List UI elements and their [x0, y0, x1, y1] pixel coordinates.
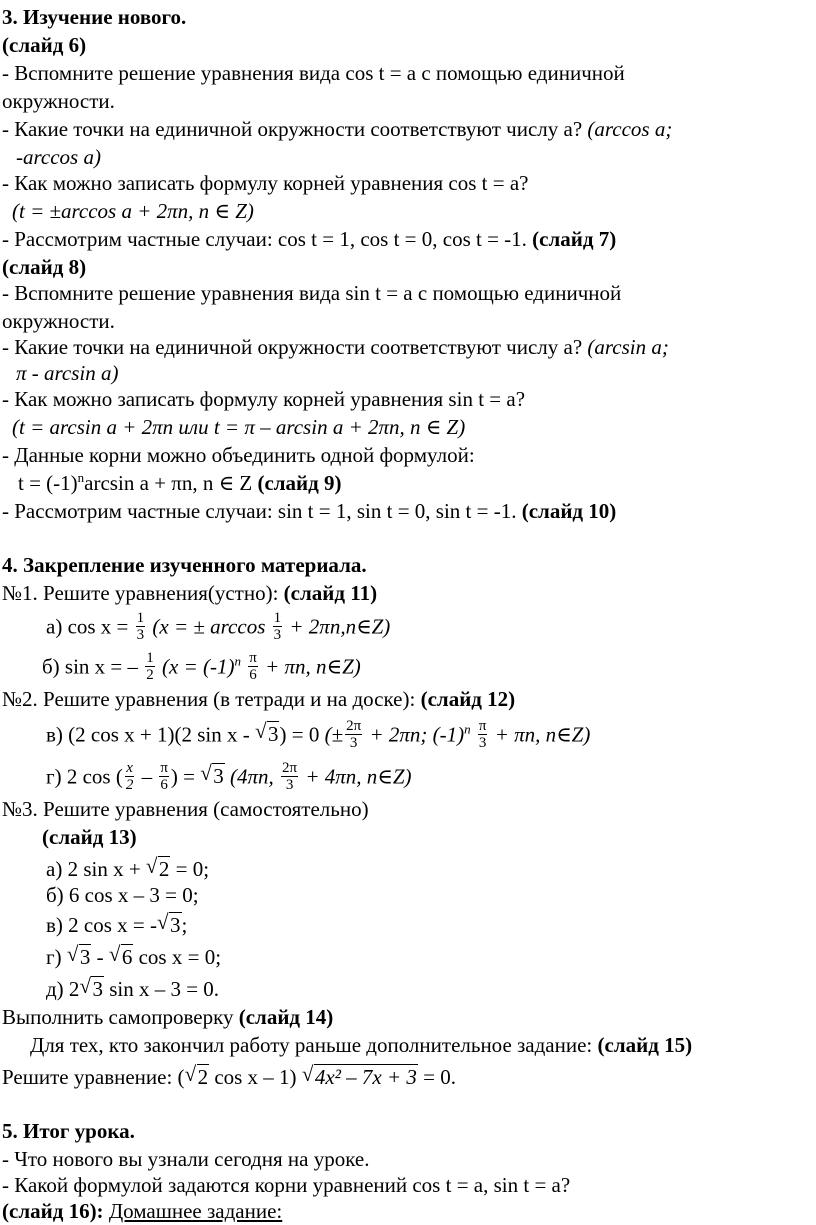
- square-root: √ 3: [79, 974, 103, 1001]
- text-line: [2, 334, 669, 360]
- fraction: $\frac{1}{2}$: [146, 650, 154, 683]
- fraction: $\frac{x}{2}$: [125, 760, 134, 793]
- square-root: √ 2: [145, 854, 170, 881]
- answer-text: π - arcsin a): [16, 361, 119, 385]
- fraction: $\frac{1}{3}$: [136, 610, 145, 643]
- section-3-heading: 3. Изучение нового.: [2, 5, 187, 29]
- fraction: $\frac{\pi}{3}$: [478, 718, 487, 751]
- exercise-v: в) 2 cos x = - √ 3;: [46, 910, 188, 937]
- task-1a: а) cos x = $\frac{1}{3}$ (x = ± arccos $\frac{1}{3}$ + 2πn,n∈Z): [46, 610, 391, 643]
- square-root: √ 3: [157, 910, 181, 937]
- task-3-title: №3. Решите уравнения (самостоятельно): [2, 797, 369, 821]
- question-text: - Какие точки на единичной окружности соответствуют числу а?: [2, 117, 583, 141]
- homework-line: [2, 1198, 282, 1224]
- square-root: √ 4x² – 7x + 3: [301, 1062, 417, 1089]
- text-line: - Как можно записать формулу корней уравнения cos t = a?: [2, 171, 529, 195]
- text-line: - Рассмотрим частные случаи: sin t = 1, sin t = 0, sin t = -1. (слайд 10): [2, 499, 617, 523]
- exercise-g: г) √ 3 - √ 6 cos x = 0;: [46, 942, 222, 969]
- text-line: окружности.: [2, 309, 115, 333]
- fraction: $\frac{\pi}{6}$: [160, 760, 168, 793]
- formula-answer: (t = arcsin a + 2πn или t = π – arcsin a + 2πn, n ∈ Z): [12, 415, 466, 439]
- square-root: √ 3: [200, 761, 224, 789]
- extra-equation: Решите уравнение: ( √ 2 cos x – 1) √ 4x² – 7x + 3 = 0.: [2, 1062, 457, 1089]
- exercise-b: б) 6 cos x – 3 = 0;: [46, 883, 199, 907]
- slide-13-label: (слайд 13): [42, 825, 137, 849]
- slide-6-label: (слайд 6): [2, 33, 87, 57]
- section-5-heading: 5. Итог урока.: [2, 1119, 135, 1143]
- fraction: $\frac{2\pi}{3}$: [282, 760, 298, 793]
- text-line: [2, 226, 616, 252]
- answer-text: (arccos a;: [587, 117, 673, 141]
- slide-11-label: (слайд 11): [283, 581, 378, 605]
- task-2-title: №2. Решите уравнения (в тетради и на доске): (слайд 12): [2, 687, 516, 711]
- text-line: окружности.: [2, 89, 115, 113]
- extra-task: Для тех, кто закончил работу раньше дополнительное задание: (слайд 15): [30, 1033, 693, 1057]
- text-line: [2, 116, 672, 142]
- self-check: Выполнить самопроверку (слайд 14): [2, 1005, 334, 1029]
- slide-8-label: (слайд 8): [2, 255, 87, 279]
- text-line: - Вспомните решение уравнения вида sin t = a с помощью единичной: [2, 281, 622, 305]
- slide-12-label: (слайд 12): [420, 687, 516, 711]
- square-root: √ 3: [254, 719, 279, 747]
- question-text: - Рассмотрим частные случаи: cos t = 1, cos t = 0, cos t = -1.: [2, 227, 527, 251]
- homework-label: Домашнее задание:: [108, 1199, 283, 1223]
- text-line: - Как можно записать формулу корней уравнения sin t = a?: [2, 387, 526, 411]
- slide-7-label: (слайд 7): [532, 227, 617, 251]
- square-root: √ 3: [66, 942, 91, 969]
- slide-14-label: (слайд 14): [238, 1005, 334, 1029]
- slide-16-label: (слайд 16):: [2, 1199, 104, 1223]
- fraction: $\frac{\pi}{6}$: [249, 650, 257, 683]
- slide-15-label: (слайд 15): [597, 1033, 693, 1057]
- formula-answer: (t = ±arccos a + 2πn, n ∈ Z): [12, 199, 254, 223]
- slide-10-label: (слайд 10): [521, 499, 617, 523]
- question-text: - Какие точки на единичной окружности соответствуют числу а?: [2, 335, 583, 359]
- answer-text: (arcsin a;: [587, 335, 669, 359]
- slide-9-label: (слайд 9): [257, 471, 342, 495]
- text-line: - Что нового вы узнали сегодня на уроке.: [2, 1147, 370, 1171]
- square-root: √ 6: [108, 942, 133, 969]
- square-root: √ 2: [184, 1062, 209, 1089]
- fraction: $\frac{2\pi}{3}$: [346, 718, 362, 751]
- task-2g: г) 2 cos ( $\frac{x}{2}$ – $\frac{\pi}{6}$ ) = √ 3 (4πn, $\frac{2\pi}{3}$ + 4πn, n∈Z): [46, 760, 412, 793]
- fraction: $\frac{1}{3}$: [273, 610, 282, 643]
- text-line: - Вспомните решение уравнения вида cos t = a с помощью единичной: [2, 61, 625, 85]
- text-line: - Какой формулой задаются корни уравнений cos t = a, sin t = a?: [2, 1173, 571, 1197]
- task-1b: б) sin x = – $\frac{1}{2}$ ($x = (-1)^n$ $\frac{\pi}{6}$ + πn, n∈Z): [42, 650, 361, 683]
- task-2v: в) (2 cos x + 1)(2 sin x - √ 3) = 0 (± $\frac{2\pi}{3}$ + 2πn; $(-1)^n$ $\frac{\pi}{3}$ + πn, n∈Z): [46, 718, 591, 751]
- text-line: - Данные корни можно объединить одной формулой:: [2, 443, 475, 467]
- section-4-heading: 4. Закрепление изученного материала.: [2, 553, 367, 577]
- combined-formula: $t = (-1)^n\arcsin$ a + πn, n ∈ Z (слайд 9): [18, 470, 342, 495]
- exercise-d: д) 2 √ 3 sin x – 3 = 0.: [46, 974, 220, 1001]
- answer-text: -arccos a): [16, 145, 101, 169]
- task-1-title: №1. Решите уравнения(устно): (слайд 11): [2, 581, 378, 605]
- exercise-a: а) 2 sin x + √ 2 = 0;: [46, 854, 210, 881]
